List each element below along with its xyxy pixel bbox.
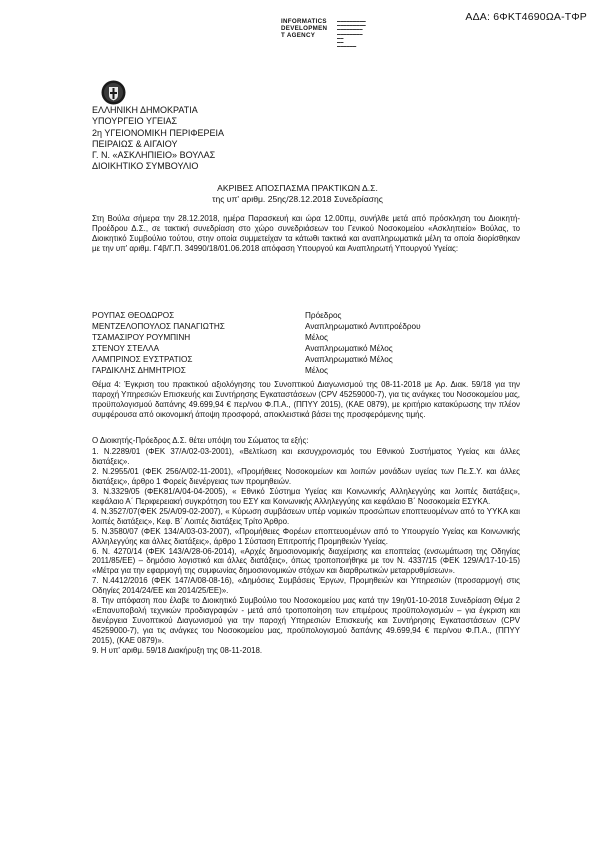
member-name: ΤΣΑΜΑΣΙΡΟΥ ΡΟΥΜΠΙΝΗ <box>92 332 191 342</box>
header-line: ΔΙΟΙΚΗΤΙΚΟ ΣΥΜΒΟΥΛΙΟ <box>92 161 199 172</box>
agency-logo <box>281 18 333 39</box>
member-role: Μέλος <box>305 365 328 375</box>
member-row <box>92 322 522 333</box>
member-name: ΓΑΡΔΙΚΛΗΣ ΔΗΜΗΤΡΙΟΣ <box>92 365 186 375</box>
issuer-header <box>92 105 224 173</box>
member-role: Πρόεδρος <box>305 311 342 320</box>
considerations-lead: Ο Διοικητής-Πρόεδρος Δ.Σ. θέτει υπόψη του Σώματος τα εξής: <box>92 436 309 445</box>
document-subtitle: της υπ' αριθμ. 25ης/28.12.2018 Συνεδρίασης <box>212 194 383 204</box>
list-item: 8. Την απόφαση που έλαβε το Διοικητικό Συμβούλιο του Νοσοκομείου μας κατά την 19η/01-10-2018 Συνεδρίαση Θέμα 2 «Επανυποβολή τεχνικών προδιαγραφών - μετά από τροποποίηση των επιμέρους προϋπολογισμών – για έγκριση και διενέργεια Συνοπτικού Διαγωνισμού για την παροχή Υπηρεσιών Επισκευής και Συντήρησης Εγκαταστάσεων (CPV 45259000-7), για τις ανάγκες του Νοσοκομείου μας, προϋπολογισμού δαπάνης 49.699,94 € περ/νου Φ.Π.Α., (ΠΠΥΥ 2015), (ΚΑΕ 0879)». <box>92 596 520 646</box>
member-role: Αναπληρωματικό Αντιπροέδρου <box>305 321 421 331</box>
list-item: 9. Η υπ' αριθμ. 59/18 Διακήρυξη της 08-11-2018. <box>92 646 263 656</box>
member-row <box>92 344 522 355</box>
greek-emblem-icon <box>101 80 126 105</box>
member-row <box>92 333 522 344</box>
member-role: Αναπληρωματικό Μέλος <box>305 354 393 364</box>
member-role: Μέλος <box>305 332 328 342</box>
member-row <box>92 311 522 322</box>
document-title: ΑΚΡΙΒΕΣ ΑΠΟΣΠΑΣΜΑ ΠΡΑΚΤΙΚΩΝ Δ.Σ. <box>217 183 378 193</box>
member-name: ΜΕΝΤΖΕΛΟΠΟΥΛΟΣ ΠΑΝΑΓΙΩΤΗΣ <box>92 321 225 331</box>
member-row <box>92 366 522 377</box>
agency-logo-line: DEVELOPMEN <box>281 25 328 32</box>
list-item: 4. Ν.3527/07(ΦΕΚ 25/Α/09-02-2007), « Κύρωση συμβάσεων υπέρ νομικών προσώπων εποπτευομένων από το ΥΥΚΑ και λοιπές διατάξεις», Κεφ. Β΄ Λοιπές διατάξεις Τρίτο Άρθρο. <box>92 506 520 526</box>
agency-logo-fineprint: ▬▬▬▬▬▬▬▬▬ ▬▬▬▬▬▬▬▬▬ ▬▬▬▬▬▬▬▬ ▬▬▬▬▬▬▬▬ ▬▬ ▬▬ ▬▬▬▬▬▬ <box>337 19 366 49</box>
agency-logo-line: INFORMATICS <box>281 18 327 25</box>
member-role: Αναπληρωματικό Μέλος <box>305 343 393 353</box>
intro-paragraph: Στη Βούλα σήμερα την 28.12.2018, ημέρα Παρασκευή και ώρα 12.00πμ, συνήλθε μετά από πρόσκληση του Διοικητή-Προέδρου Δ.Σ., σε τακτική συνεδρίαση στο χώρο συνεδριάσεων του Γενικού Νοσοκομείου «Ασκληπιείο» Βούλας, το Διοικητικό Συμβούλιο τούτου, στην οποία συμμετείχαν τα κάτωθι τακτικά και αναπληρωματικά μέλη τα οποία διορίσθηκαν με την υπ' αριθμ. Γ4β/Γ.Π. 34990/18/01.06.2018 απόφαση Υπουργού και Αναπληρωτή Υπουργού Υγείας: <box>92 214 520 253</box>
agenda-theme: Θέμα 4: Έγκριση του πρακτικού αξιολόγησης του Συνοπτικού Διαγωνισμού της 08-11-2018 με Αρ. Διακ. 59/18 για την παροχή Υπηρεσιών Επισκευής και Συντήρησης Εγκαταστάσεων (CPV 45259000-7), για τις ανάγκες του Νοσοκομείου μας, προϋπολογισμού δαπάνης 49.699,94 € περ/νου Φ.Π.Α., (ΠΠΥΥ 2015), (ΚΑΕ 0879), με κριτήριο κατακύρωσης την πλέον συμφέρουσα από οικονομική άποψη προσφορά, αποκλειστικά βάσει της προσφερόμενης τιμής. <box>92 380 520 419</box>
list-item: 1. Ν.2289/01 (ΦΕΚ 37/Α/02-03-2001), «Βελτίωση και εκσυγχρονισμός του Εθνικού Συστήματος Υγείας και άλλες διατάξεις». <box>92 447 520 466</box>
list-item: 6. Ν. 4270/14 (ΦΕΚ 143/Α/28-06-2014), «Αρχές δημοσιονομικής διαχείρισης και εποπτείας (ενσωμάτωση της Οδηγίας 2011/85/ΕΕ) – δημόσιο λογιστικό και άλλες διατάξεις», όπως τροποποιήθηκε με τον Ν. 4337/15 (ΦΕΚ 129/Α/17-10-15) «Μέτρα για την εφαρμογή της συμφωνίας δημοσιονομικών στόχων και διαρθρωτικών μεταρρυθμίσεων». <box>92 546 520 576</box>
document-title-block <box>0 183 595 205</box>
members-list <box>92 311 522 376</box>
ada-code: ΑΔΑ: 6ΦΚΤ4690ΩΑ-ΤΦΡ <box>465 11 587 23</box>
header-line: ΕΛΛΗΝΙΚΗ ΔΗΜΟΚΡΑΤΙΑ <box>92 105 198 115</box>
list-item: 2. Ν.2955/01 (ΦΕΚ 256/Α/02-11-2001), «Προμήθειες Νοσοκομείων και λοιπών μονάδων υγείας των Πε.Σ.Υ. και άλλες διατάξεις», άρθρο 1 Φορείς διενέργειας των προμηθειών. <box>92 466 520 486</box>
list-item: 5. Ν.3580/07 (ΦΕΚ 134/Α/03-03-2007), «Προμήθειες Φορέων εποπτευομένων από το Υπουργείο Υγείας και Κοινωνικής Αλληλεγγύης και άλλες διατάξεις», άρθρο 1 Σύσταση Επιτροπής Προμηθειών Υγείας. <box>92 526 520 546</box>
list-item: 7. Ν.4412/2016 (ΦΕΚ 147/Α/08-08-16), «Δημόσιες Συμβάσεις Έργων, Προμηθειών και Υπηρεσιών (προσαρμογή στις Οδηγίες 2014/24/ΕΕ και 2014/25/ΕΕ)». <box>92 576 520 596</box>
member-name: ΣΤΕΝΟΥ ΣΤΕΛΛΑ <box>92 343 160 353</box>
member-name: ΛΑΜΠΡΙΝΟΣ ΕΥΣΤΡΑΤΙΟΣ <box>92 354 193 364</box>
agency-logo-line: T AGENCY <box>281 32 316 39</box>
header-line: ΥΠΟΥΡΓΕΙΟ ΥΓΕΙΑΣ <box>92 116 178 127</box>
member-name: ΡΟΥΠΑΣ ΘΕΟΔΩΡΟΣ <box>92 311 175 320</box>
header-line: 2η ΥΓΕΙΟΝΟΜΙΚΗ ΠΕΡΙΦΕΡΕΙΑ <box>92 127 225 138</box>
header-line: Γ. Ν. «ΑΣΚΛΗΠΙΕΙΟ» ΒΟΥΛΑΣ <box>92 150 216 161</box>
header-line: ΠΕΙΡΑΙΩΣ & ΑΙΓΑΙΟΥ <box>92 138 178 149</box>
list-item: 3. Ν.3329/05 (ΦΕΚ81/Α/04-04-2005), « Εθνικό Σύστημα Υγείας και Κοινωνικής Αλληλεγγύης και λοιπές διατάξεις», κεφάλαιο Α΄ Περιφερειακή συγκρότηση του ΕΣΥ και Κοινωνικής Αλληλεγγύης και κεφάλαιο Β΄ Νοσοκομεία ΕΣΥΚΑ. <box>92 486 520 506</box>
member-row <box>92 355 522 366</box>
considerations-list <box>92 447 520 656</box>
